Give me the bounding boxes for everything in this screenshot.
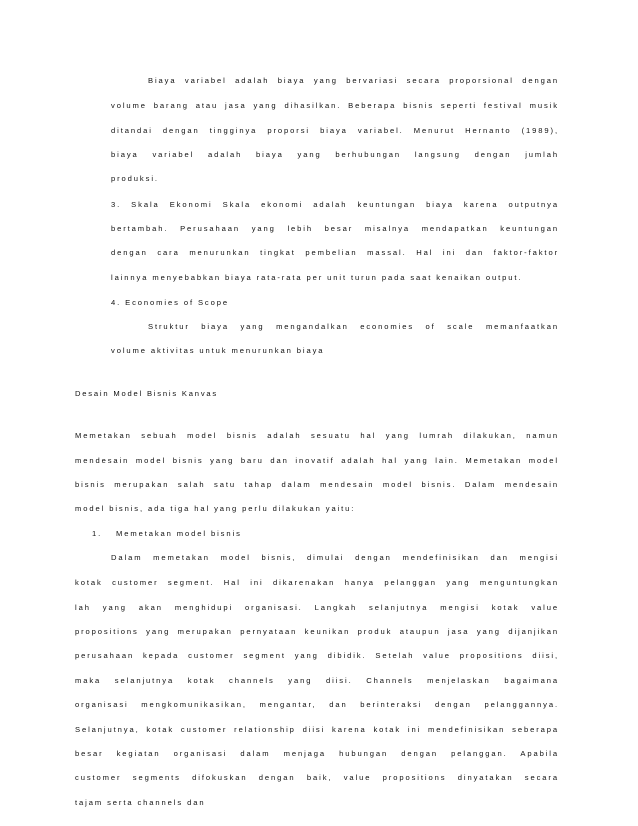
item4-line: volume aktivitas untuk menurunkan biaya [111, 346, 325, 355]
intro-line: bisnis merupakan salah satu tahap dalam mendesain model bisnis. Dalam mendesain [75, 480, 559, 489]
item3-line: dengan cara menurunkan tingkat pembelian massal. Hal ini dan faktor-faktor [111, 248, 559, 257]
body-line: kotak customer segment. Hal ini dikarenakan hanya pelanggan yang menguntungkan [75, 578, 559, 587]
intro-line: Memetakan sebuah model bisnis adalah sesuatu hal yang lumrah dilakukan, namun [75, 431, 559, 440]
item3-line: lainnya menyebabkan biaya rata-rata per unit turun pada saat kenaikan output. [111, 273, 523, 282]
item4-line: Struktur biaya yang mengandalkan economies of scale memanfaatkan [148, 322, 559, 331]
body-line: Dalam memetakan model bisnis, dimulai dengan mendefinisikan dan mengisi [111, 553, 559, 562]
para1-line: ditandai dengan tingginya proporsi biaya variabel. Menurut Hernanto (1989), [111, 126, 559, 135]
body-line: besar kegiatan organisasi dalam menjaga hubungan dengan pelanggan. Apabila [75, 749, 559, 758]
body-line: tajam serta channels dan [75, 798, 206, 807]
body-line: organisasi mengkomunikasikan, mengantar, dan berinteraksi dengan pelanggannya. [75, 700, 559, 709]
intro-line: mendesain model bisnis yang baru dan inovatif adalah hal yang lain. Memetakan model [75, 456, 559, 465]
body-line: Selanjutnya, kotak customer relationship diisi karena kotak ini mendefinisikan seberapa [75, 725, 559, 734]
para1-line: biaya variabel adalah biaya yang berhubungan langsung dengan jumlah [111, 150, 559, 159]
body-line: maka selanjutnya kotak channels yang diisi. Channels menjelaskan bagaimana [75, 676, 559, 685]
para1-line: volume barang atau jasa yang dihasilkan. Beberapa bisnis seperti festival musik [111, 101, 559, 110]
section-heading: Desain Model Bisnis Kanvas [75, 389, 219, 398]
list-number: 1. [92, 529, 103, 538]
list-title: Memetakan model bisnis [116, 529, 242, 538]
item3-line: bertambah. Perusahaan yang lebih besar misalnya mendapatkan keuntungan [111, 224, 559, 233]
body-line: propositions yang merupakan pernyataan keunikan produk ataupun jasa yang dijanjikan [75, 627, 559, 636]
body-line: perusahaan kepada customer segment yang dibidik. Setelah value propositions diisi, [75, 651, 559, 660]
body-line: lah yang akan menghidupi organisasi. Langkah selanjutnya mengisi kotak value [75, 603, 559, 612]
intro-line: model bisnis, ada tiga hal yang perlu dilakukan yaitu: [75, 504, 356, 513]
para1-line: Biaya variabel adalah biaya yang bervariasi secara proporsional dengan [148, 76, 559, 85]
para1-line: produksi. [111, 174, 159, 183]
body-line: customer segments difokuskan dengan baik, value propositions dinyatakan secara [75, 773, 559, 782]
item3-line: 3. Skala Ekonomi Skala ekonomi adalah keuntungan biaya karena outputnya [111, 200, 559, 209]
item4-title: 4. Economies of Scope [111, 298, 229, 307]
